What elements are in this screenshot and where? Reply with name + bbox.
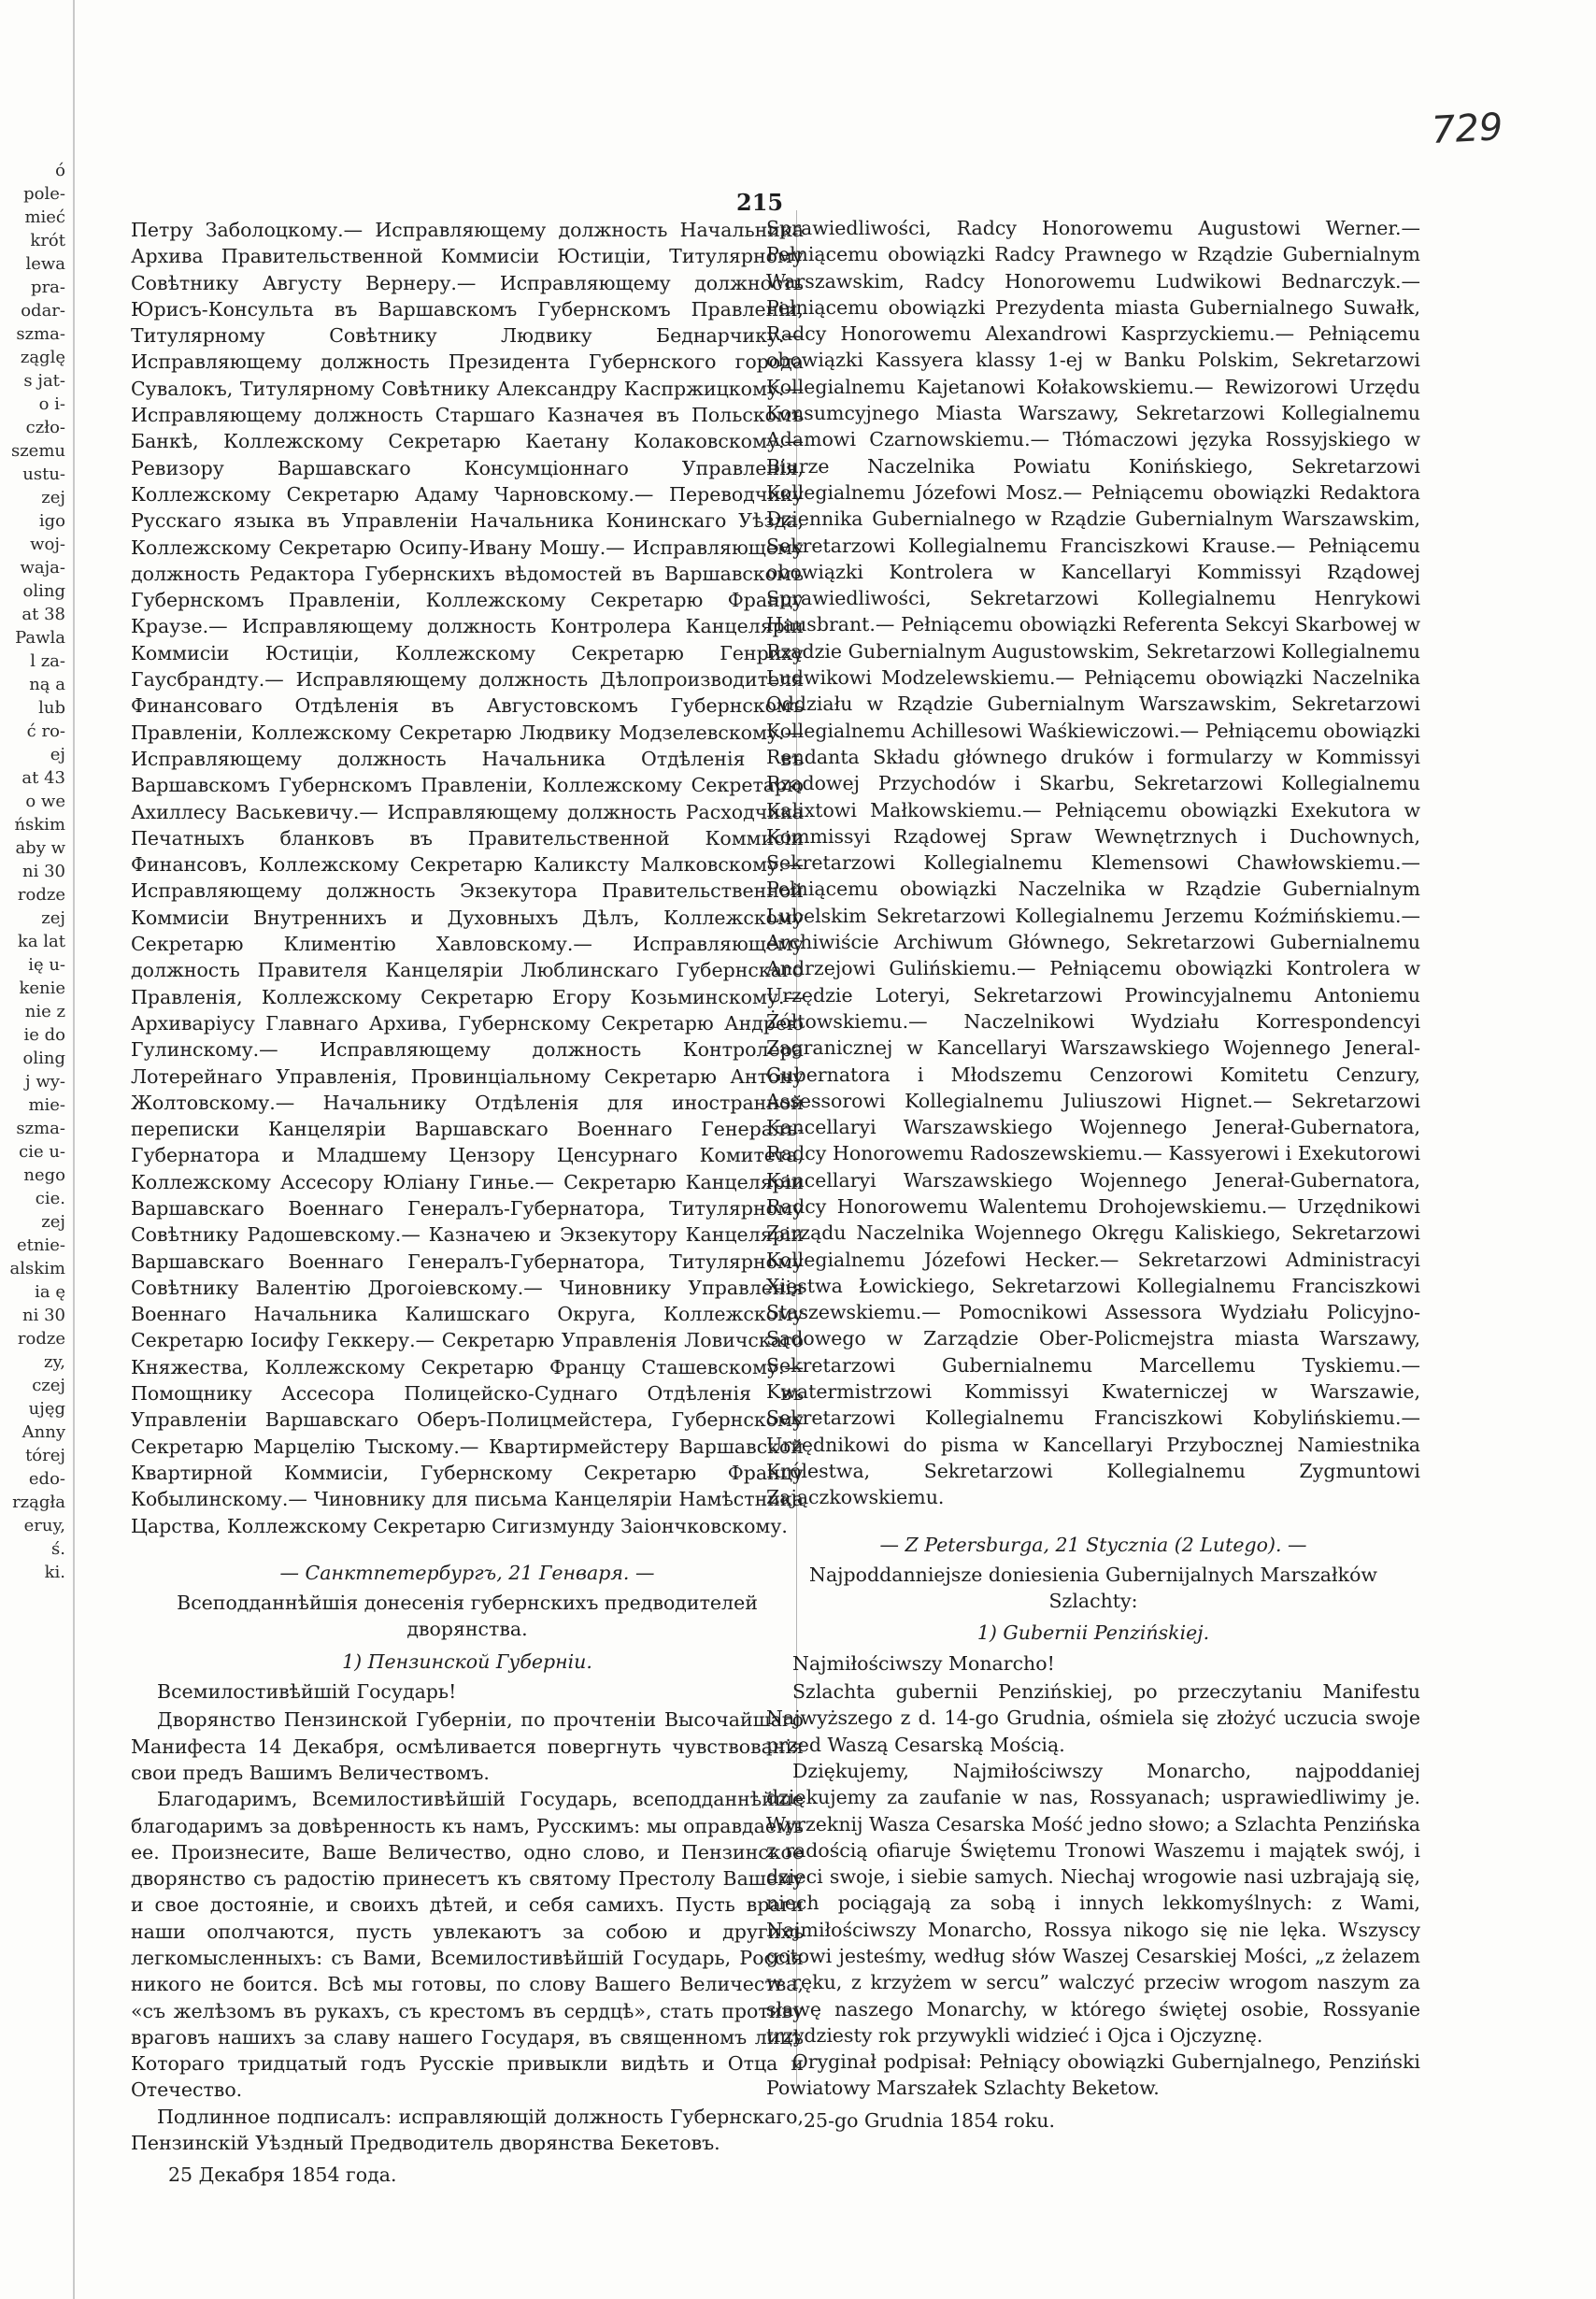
polish-column xyxy=(766,215,1420,2134)
polish-paragraph: Szlachta gubernii Penzińskiej, po przeczytaniu Manifestu Najwyższego z d. 14-go Grudnia, ośmiela się złożyć uczucia swoje przed Waszą Cesarską Mością. xyxy=(766,1680,1420,1756)
polish-salutation: Najmiłościwszy Monarcho! xyxy=(792,1651,1055,1675)
margin-fragment: etnie- xyxy=(17,1235,65,1255)
margin-fragment: l za- xyxy=(30,651,65,671)
russian-paragraph: Дворянство Пензинской Губерніи, по прочтеніи Высочайшаго Манифеста 14 Декабря, осмѣливается повергнуть чувствованія свои предъ Вашимъ Величествомъ. xyxy=(131,1708,804,1784)
russian-column xyxy=(131,217,804,2189)
margin-fragment: Pawla xyxy=(15,628,65,648)
adjacent-page-fragment xyxy=(0,159,65,2121)
polish-dateline: — Z Petersburga, 21 Stycznia (2 Lutego). — xyxy=(879,1533,1307,1556)
margin-fragment: nie z xyxy=(24,1002,65,1021)
margin-fragment: kenie xyxy=(19,978,65,998)
russian-date: 25 Декабря 1854 года. xyxy=(168,2163,397,2187)
margin-fragment: ki. xyxy=(44,1563,65,1582)
margin-fragment: odar- xyxy=(21,301,65,321)
margin-fragment: ustu- xyxy=(22,464,65,484)
polish-subhead: 1) Gubernii Penzińskiej. xyxy=(976,1621,1210,1645)
margin-fragment: alskim xyxy=(9,1259,65,1278)
margin-fragment: lub xyxy=(38,698,65,718)
polish-date: 25-go Grudnia 1854 roku. xyxy=(804,2108,1055,2132)
margin-fragment: ńskim xyxy=(14,815,65,835)
margin-fragment: ie do xyxy=(23,1025,65,1045)
margin-fragment: czej xyxy=(32,1376,65,1395)
margin-fragment: ó xyxy=(55,161,65,180)
margin-fragment: zej xyxy=(41,488,65,507)
margin-fragment: szma- xyxy=(16,324,65,344)
margin-fragment: lewa xyxy=(25,254,65,274)
margin-fragment: cie. xyxy=(35,1189,65,1208)
margin-fragment: oling xyxy=(22,581,65,601)
margin-fragment: mieć xyxy=(24,207,65,227)
page-gutter xyxy=(73,0,75,2299)
margin-fragment: ną a xyxy=(29,675,65,694)
margin-fragment: oling xyxy=(22,1049,65,1068)
margin-fragment: edo- xyxy=(28,1469,65,1489)
margin-fragment: o i- xyxy=(38,394,65,414)
polish-paragraph: Dziękujemy, Najmiłościwszy Monarcho, najpoddaniej dziękujemy za zaufanie w nas, Rossyanach; usprawiedliwimy je. Wyrzeknij Wasza Cesarska Mość jedno słowo; a Szlachta Penzińska z radością ofiaruje Świętemu Tronowi Waszemu i majątek swój, i dzieci swoje, i siebie samych. Niechaj wrogowie nasi uzbrajają się, niech pociągają za sobą i innych lekkomyślnych: z Wami, Najmiłościwszy Monarcho, Rossya nikogo się nie lęka. Wszyscy gotowi jesteśmy, według słów Waszej Cesarskiej Mości, „z żelazem w ręku, z krzyżem w sercu” walczyć przeciw wrogom naszym za sławę naszego Monarchy, w którego świętej osobie, Rossyanie trzydziesty rok przywykli widzieć i Ojca i Ojczyznę. xyxy=(766,1759,1420,2047)
margin-fragment: mie- xyxy=(28,1095,65,1115)
russian-dateline: — Санктпетербургъ, 21 Генваря. — xyxy=(279,1561,655,1584)
russian-heading: Всеподданнѣйшія донесенія губернскихъ предводителей дворянства. xyxy=(177,1592,758,1641)
margin-fragment: zej xyxy=(41,1212,65,1232)
margin-fragment: j wy- xyxy=(25,1072,65,1092)
margin-fragment: Anny xyxy=(21,1422,65,1442)
margin-fragment: s jat- xyxy=(23,371,65,391)
margin-fragment: ś. xyxy=(51,1539,65,1559)
margin-fragment: ni 30 xyxy=(22,1306,65,1325)
margin-fragment: zej xyxy=(41,908,65,928)
margin-fragment: eruy, xyxy=(23,1516,65,1535)
margin-fragment: cie u- xyxy=(19,1142,65,1162)
margin-fragment: ię u- xyxy=(28,955,65,975)
russian-salutation: Всемилостивѣйшій Государь! xyxy=(157,1680,457,1704)
russian-appointments-list: Петру Заболоцкому.— Исправляющему должность Начальника Архива Правительственной Коммисіи Юстиціи, Титулярному Совѣтнику Августу Вернеру.— Исправляющему должность Юрисъ-Консульта въ Варшавскомъ Губернскомъ Правленіи, Титулярному Совѣтнику Людвику Беднарчику.— Исправляющему должность Президента Губернского города Сувалокъ, Титулярному Совѣтнику Александру Каспржицкому.— Исправляющему должность Старшаго Казначея въ Польскомъ Банкѣ, Коллежскому Секретарю Каетану Колаковскому.—Ревизору Варшавскаго Консумціоннаго Управленія, Коллежскому Секретарю Адаму Чарновскому.— Переводчику Русскаго языка въ Управленіи Начальника Конинскаго Уѣзда, Коллежскому Секретарю Осипу-Ивану Мошу.— Исправляющему должность Редактора Губернскихъ вѣдомостей въ Варшавскомъ Губернскомъ Правленіи, Коллежскому Секретарю Францу Краузе.— Исправляющему должность Контролера Канцеляріи Коммисіи Юстиціи, Коллежскому Секретарю Генриху Гаусбрандту.— Исправляющему должность Дѣлопроизводителя Финансоваго Отдѣленія въ Августовскомъ Губернскомъ Правленіи, Коллежскому Секретарю Людвику Модзелевскому.— Исправляющему должность Начальника Отдѣленія въ Варшавскомъ Губернскомъ Правленіи, Коллежскому Секретарю Ахиллесу Васькевичу.— Исправляющему должность Расходчика Печатныхъ бланковъ въ Правительственной Коммисіи Финансовъ, Коллежскому Секретарю Каликсту Малковскому.— Исправляющему должность Экзекутора Правительственной Коммисіи Внутреннихъ и Духовныхъ Дѣлъ, Коллежскому Секретарю Климентію Хавловскому.— Исправляющему должность Правителя Канцеляріи Люблинскаго Губернскаго Правленія, Коллежскому Секретарю Егору Козьминскому.— Архиваріусу Главнаго Архива, Губернскому Секретарю Андрею Гулинскому.— Исправляющему должность Контролера Лотерейнаго Управленія, Провинціальному Секретарю Антону Жолтовскому.— Начальнику Отдѣленія для иностранной переписки Канцеляріи Варшавскаго Военнаго Генералъ-Губернатора и Младшему Цензору Ценсурнаго Комитета, Коллежскому Ассесору Юліану Гинье.— Секретарю Канцеляріи Варшавскаго Военнаго Генералъ-Губернатора, Титулярному Совѣтнику Радошевскому.— Казначею и Экзекутору Канцеляріи Варшавскаго Военнаго Генералъ-Губернатора, Титулярному Совѣтнику Валентію Дрогоіевскому.— Чиновнику Управленія Военнаго Начальника Калишскаго Округа, Коллежскому Секретарю Іосифу Геккеру.— Секретарю Управленія Ловичскаго Княжества, Коллежскому Секретарю Францу Сташевскому.— Помощнику Ассесора Полицейско-Суднаго Отдѣленія въ Управленіи Варшавскаго Оберъ-Полицмейстера, Губернскому Секретарю Марцелію Тыскому.— Квартирмейстеру Варшавской Квартирной Коммисіи, Губернскому Секретарю Францу Кобылинскому.— Чиновнику для письма Канцеляріи Намѣстника Царства, Коллежскому Секретарю Сигизмунду Заіончковскому. xyxy=(131,219,804,1537)
margin-fragment: pole- xyxy=(23,184,65,204)
margin-fragment: zy, xyxy=(44,1352,65,1372)
margin-fragment: szemu xyxy=(10,441,65,461)
margin-fragment: ka lat xyxy=(17,932,65,951)
margin-fragment: nego xyxy=(23,1165,65,1185)
margin-fragment: ia ę xyxy=(35,1282,65,1302)
margin-fragment: waja- xyxy=(20,558,65,578)
margin-fragment: aby w xyxy=(15,838,65,858)
margin-fragment: ujęg xyxy=(28,1399,65,1419)
margin-fragment: ząglę xyxy=(20,348,65,367)
russian-paragraph: Благодаримъ, Всемилостивѣйшій Государь, всеподданнѣйше благодаримъ за довѣренность къ намъ, Русскимъ: мы оправдаемъ ее. Произнесите, Ваше Величество, одно слово, и Пензинское дворянство съ радостію принесетъ къ святому Престолу Вашему и свое достояніе, и своихъ дѣтей, и себя самихъ. Пусть враги наши ополчаются, пусть увлекаютъ за собою и другихъ легкомысленныхъ: съ Вами, Всемилостивѣйшій Государь, Россія никого не боится. Всѣ мы готовы, по слову Вашего Величества, «съ желѣзомъ въ рукахъ, съ крестомъ въ сердцѣ», стать противу враговъ нашихъ за славу нашего Государя, въ священномъ лицѣ Котораго тридцатый годъ Русскіе привыкли видѣть и Отца и Отечество. xyxy=(131,1788,804,2102)
margin-fragment: ć ro- xyxy=(26,721,65,741)
russian-subhead: 1) Пензинской Губерніи. xyxy=(342,1649,592,1673)
margin-fragment: rodze xyxy=(17,885,65,905)
margin-fragment: at 38 xyxy=(21,605,65,624)
polish-appointments-list: Sprawiedliwości, Radcy Honorowemu Augustowi Werner.— Pełniącemu obowiązki Radcy Prawnego w Rządzie Gubernialnym Warszawskim, Radcy Honorowemu Ludwikowi Bednarczyk.— Pełniącemu obowiązki Prezydenta miasta Gubernialnego Suwałk, Radcy Honorowemu Alexandrowi Kasprzyckiemu.— Pełniącemu obowiązki Kassyera klassy 1-ej w Banku Polskim, Sekretarzowi Kollegialnemu Kajetanowi Kołakowskiemu.— Rewizorowi Urzędu Konsumcyjnego Miasta Warszawy, Sekretarzowi Kollegialnemu Adamowi Czarnowskiemu.— Tłómaczowi języka Rossyjskiego w Biurze Naczelnika Powiatu Konińskiego, Sekretarzowi Kollegialnemu Józefowi Mosz.— Pełniącemu obowiązki Redaktora Dziennika Gubernialnego w Rządzie Gubernialnym Warszawskim, Sekretarzowi Kollegialnemu Franciszkowi Krause.— Pełniącemu obowiązki Kontrolera w Kancellaryi Kommissyi Rządowej Sprawiedliwości, Sekretarzowi Kollegialnemu Henrykowi Hausbrant.— Pełniącemu obowiązki Referenta Sekcyi Skarbowej w Rządzie Gubernialnym Augustowskim, Sekretarzowi Kollegialnemu Ludwikowi Modzelewskiemu.— Pełniącemu obowiązki Naczelnika Oddziału w Rządzie Gubernialnym Warszawskim, Sekretarzowi Kollegialnemu Achillesowi Waśkiewiczowi.— Pełniącemu obowiązki Rendanta Składu głównego druków i formularzy w Kommissyi Rządowej Przychodów i Skarbu, Sekretarzowi Kollegialnemu Kalixtowi Małkowskiemu.— Pełniącemu obowiązki Exekutora w Kommissyi Rządowej Spraw Wewnętrznych i Duchownych, Sekretarzowi Kollegialnemu Klemensowi Chawłowskiemu.— Pełniącemu obowiązki Naczelnika w Rządzie Gubernialnym Lubelskim Sekretarzowi Kollegialnemu Jerzemu Koźmińskiemu.— Archiwiście Archiwum Głównego, Sekretarzowi Gubernialnemu Andrzejowi Gulińskiemu.— Pełniącemu obowiązki Kontrolera w Urzędzie Loteryi, Sekretarzowi Prowincyjalnemu Antoniemu Żółtowskiemu.— Naczelnikowi Wydziału Korrespondencyi Zagranicznej w Kancellaryi Warszawskiego Wojennego Jeneral-Gubernatora i Młodszemu Cenzorowi Komitetu Cenzury, Assessorowi Kollegialnemu Juliuszowi Hignet.— Sekretarzowi Kancellaryi Warszawskiego Wojennego Jenerał-Gubernatora, Radcy Honorowemu Radoszewskiemu.— Kassyerowi i Exekutorowi Kancellaryi Warszawskiego Wojennego Jenerał-Gubernatora, Radcy Honorowemu Walentemu Drohojewskiemu.— Urzędnikowi Zarządu Naczelnika Wojennego Okręgu Kaliskiego, Sekretarzowi Kollegialnemu Józefowi Hecker.— Sekretarzowi Administracyi Xięstwa Łowickiego, Sekretarzowi Kollegialnemu Franciszkowi Staszewskiemu.— Pomocnikowi Assessora Wydziału Policyjno-Sądowego w Zarządzie Ober-Policmejstra miasta Warszawy, Sekretarzowi Gubernialnemu Marcellemu Tyskiemu.— Kwatermistrzowi Kommissyi Kwaterniczej w Warszawie, Sekretarzowi Kollegialnemu Franciszkowi Kobylińskiemu.— Urzędnikowi do pisma w Kancellaryi Przybocznej Namiestnika Królestwa, Sekretarzowi Kollegialnemu Zygmuntowi Zajączkowskiemu. xyxy=(766,217,1420,1509)
margin-fragment: woj- xyxy=(30,535,65,554)
russian-signature: Подлинное подписалъ: исправляющій должность Губернскаго, Пензинскій Уѣздный Предводитель дворянства Бекетовъ. xyxy=(131,2105,804,2155)
margin-fragment: at 43 xyxy=(21,768,65,788)
margin-fragment: pra- xyxy=(31,278,65,297)
handwritten-page-number: 729 xyxy=(1430,106,1504,152)
margin-fragment: ej xyxy=(50,745,65,764)
margin-fragment: tórej xyxy=(25,1446,65,1465)
margin-fragment: igo xyxy=(38,511,65,531)
page-number: 215 xyxy=(736,189,784,216)
polish-signature: Oryginał podpisał: Pełniący obowiązki Gubernjalnego, Penziński Powiatowy Marszałek Szlachty Beketow. xyxy=(766,2050,1420,2100)
margin-fragment: ni 30 xyxy=(22,862,65,881)
polish-heading: Najpoddanniejsze doniesienia Gubernijalnych Marszałków Szlachty: xyxy=(809,1563,1377,1613)
margin-fragment: o we xyxy=(25,792,65,811)
margin-fragment: krót xyxy=(30,231,65,250)
margin-fragment: czło- xyxy=(25,418,65,437)
margin-fragment: rodze xyxy=(17,1329,65,1349)
margin-fragment: szma- xyxy=(16,1119,65,1138)
margin-fragment: rzągła xyxy=(12,1492,65,1512)
